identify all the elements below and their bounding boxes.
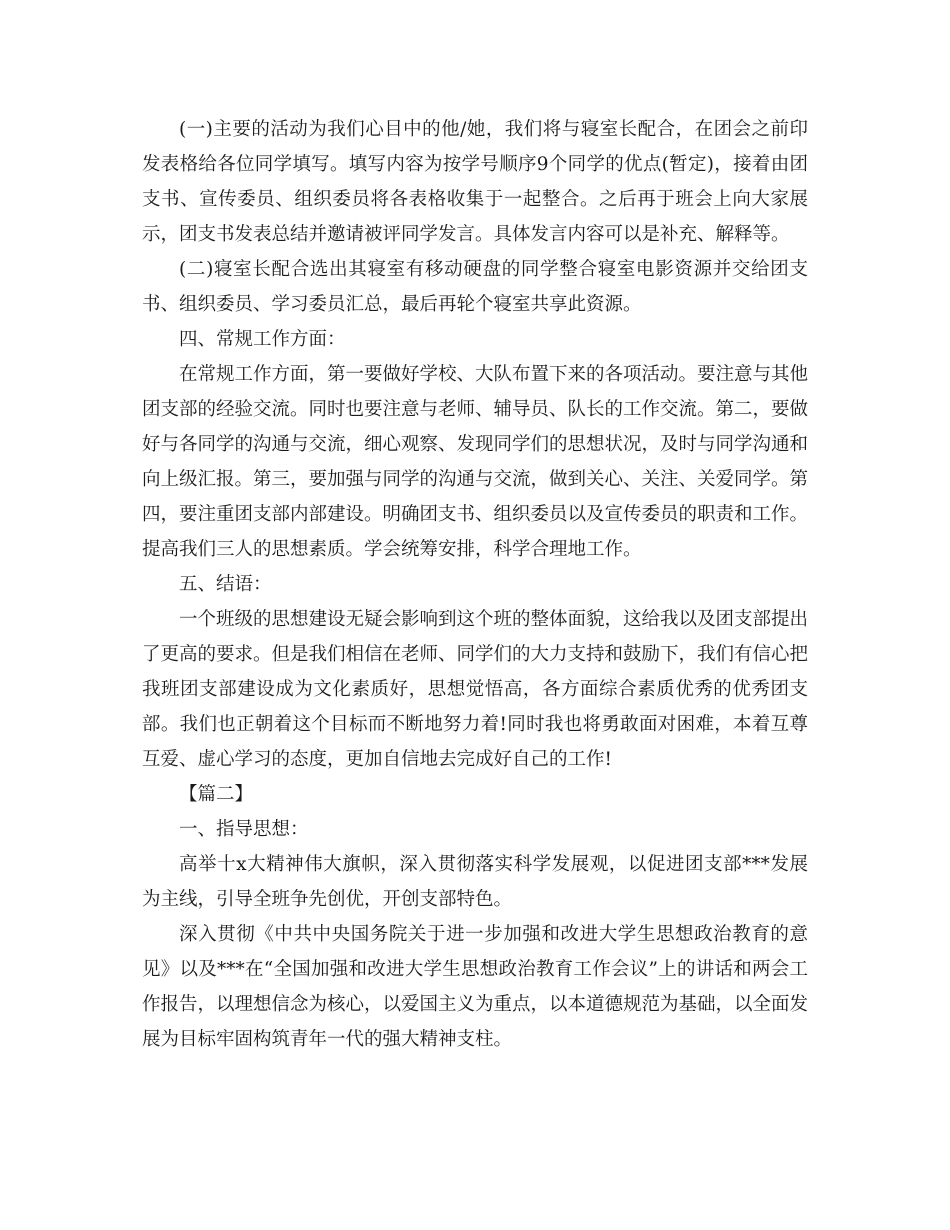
paragraph-routine-work: 在常规工作方面，第一要做好学校、大队布置下来的各项活动。要注意与其他团支部的经验交流。同时也要注意与老师、辅导员、队长的工作交流。第二，要做好与各同学的沟通与交流，细心观察、发现同学们的思想状况，及时与同学沟通和向上级汇报。第三，要加强与同学的沟通与交流，做到关心、关注、关爱同学。第四，要注重团支部内部建设。明确团支书、组织委员以及宣传委员的职责和工作。提高我们三人的思想素质。学会统筹安排，科学合理地工作。: [142, 364, 809, 560]
section-heading-guiding-ideology: 一、指导思想：: [179, 819, 309, 840]
section-heading-conclusion: 五、结语：: [179, 574, 272, 595]
part-two-title: 【篇二】: [179, 784, 254, 805]
document-body: [142, 112, 808, 1057]
section-heading-routine-work: 四、常规工作方面：: [179, 329, 346, 350]
paragraph-activity-two: (二)寝室长配合选出其寝室有移动硬盘的同学整合寝室电影资源并交给团支书、组织委员、学习委员汇总，最后再轮个寝室共享此资源。: [142, 259, 808, 315]
paragraph-activity-one: (一)主要的活动为我们心目中的他/她，我们将与寝室长配合，在团会之前印发表格给各位同学填写。填写内容为按学号顺序9个同学的优点(暂定)，接着由团支书、宣传委员、组织委员将各表格收集于一起整合。之后再于班会上向大家展示，团支书发表总结并邀请被评同学发言。具体发言内容可以是补充、解释等。: [142, 119, 808, 245]
paragraph-guiding-ideology: 高举十x大精神伟大旗帜，深入贯彻落实科学发展观，以促进团支部***发展为主线，引导全班争先创优，开创支部特色。: [142, 854, 808, 910]
paragraph-implementation: 深入贯彻《中共中央国务院关于进一步加强和改进大学生思想政治教育的意见》以及***在“全国加强和改进大学生思想政治教育工作会议”上的讲话和两会工作报告，以理想信念为核心，以爱国主义为重点，以本道德规范为基础，以全面发展为目标牢固构筑青年一代的强大精神支柱。: [142, 924, 809, 1050]
paragraph-conclusion: 一个班级的思想建设无疑会影响到这个班的整体面貌，这给我以及团支部提出了更高的要求。但是我们相信在老师、同学们的大力支持和鼓励下，我们有信心把我班团支部建设成为文化素质好，思想觉悟高，各方面综合素质优秀的优秀团支部。我们也正朝着这个目标而不断地努力着!同时我也将勇敢面对困难，本着互尊互爱、虚心学习的态度，更加自信地去完成好自己的工作!: [142, 609, 809, 770]
